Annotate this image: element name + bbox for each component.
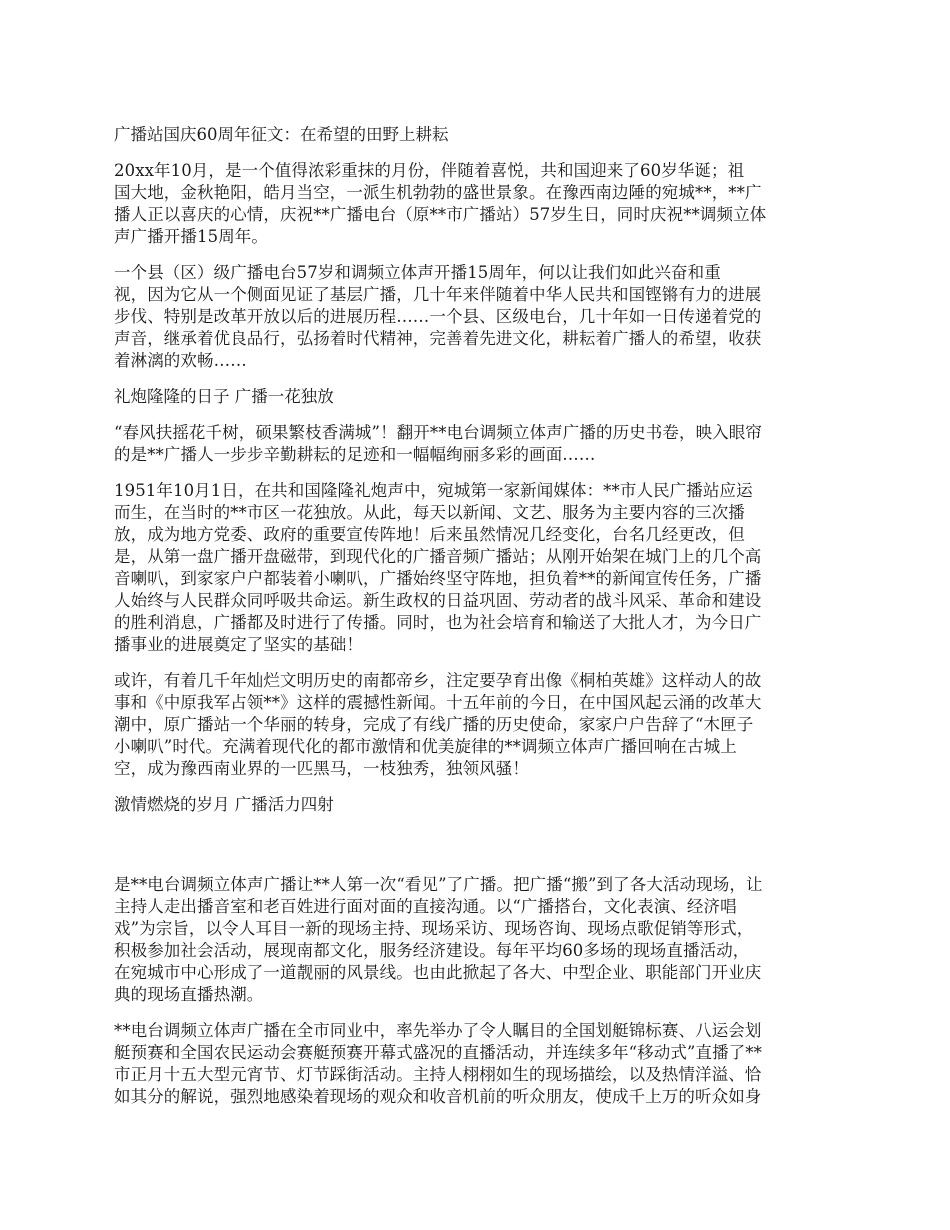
document-title: 广播站国庆60周年征文：在希望的田野上耕耘 xyxy=(114,125,449,144)
paragraph-line: 步伐、特别是改革开放以后的进展历程……一个县、区级电台，几十年如一日传递着党的 xyxy=(114,307,762,326)
paragraph-line: 着淋漓的欢畅…… xyxy=(114,351,247,370)
paragraph-line: 空，成为豫西南业界的一匹黑马，一枝独秀，独领风骚！ xyxy=(114,759,529,778)
paragraph-line: 或许，有着几千年灿烂文明历史的南都帝乡，注定要孕育出像《桐柏英雄》这样动人的故 xyxy=(114,671,762,690)
paragraph-line: 音喇叭，到家家户户都装着小喇叭，广播始终坚守阵地，担负着**的新闻宣传任务，广播 xyxy=(114,569,762,588)
paragraph-line: 典的现场直播热潮。 xyxy=(114,985,264,1004)
paragraph-line: 声广播开播15周年。 xyxy=(114,227,268,246)
paragraph-line: 播人正以喜庆的心情，庆祝**广播电台（原**市广播站）57岁生日，同时庆祝**调频立体 xyxy=(114,205,767,224)
paragraph-line: 视，因为它从一个侧面见证了基层广播，几十年来伴随着中华人民共和国铿锵有力的进展 xyxy=(114,285,762,304)
paragraph-4 xyxy=(114,480,840,656)
paragraph-line: 一个县（区）级广播电台57岁和调频立体声开播15周年，何以让我们如此兴奋和重 xyxy=(114,263,721,282)
paragraph-line: 积极参加社会活动，展现南都文化，服务经济建设。每年平均60多场的现场直播活动， xyxy=(114,941,750,960)
paragraph-1 xyxy=(114,160,840,248)
paragraph-line: 放，成为地方党委、政府的重要宣传阵地！后来虽然情况几经变化，台名几经更改，但 xyxy=(114,525,745,544)
paragraph-line: 的胜利消息，广播都及时进行了传播。同时，也为社会培育和输送了大批人才，为今日广 xyxy=(114,613,762,632)
paragraph-line: 是，从第一盘广播开盘磁带，到现代化的广播音频广播站；从刚开始架在城门上的几个高 xyxy=(114,547,762,566)
section-heading-2: 激情燃烧的岁月 广播活力四射 xyxy=(114,795,334,814)
blank-space xyxy=(114,830,840,874)
paragraph-line: “春风扶摇花千树，硕果繁枝香满城”！翻开**电台调频立体声广播的历史书卷，映入眼帘 xyxy=(114,423,762,442)
section-heading-1: 礼炮隆隆的日子 广播一花独放 xyxy=(114,387,334,406)
paragraph-3 xyxy=(114,422,840,466)
paragraph-line: 而生，在当时的**市区一花独放。从此，每天以新闻、文艺、服务为主要内容的三次播 xyxy=(114,503,745,522)
paragraph-line: 人始终与人民群众同呼吸共命运。新生政权的日益巩固、劳动者的战斗风采、革命和建设 xyxy=(114,591,762,610)
paragraph-line: 是**电台调频立体声广播让**人第一次“看见”了广播。把广播“搬”到了各大活动现场，让 xyxy=(114,875,763,894)
paragraph-line: 的是**广播人一步步辛勤耕耘的足迹和一幅幅绚丽多彩的画面…… xyxy=(114,445,596,464)
paragraph-line: 在宛城市中心形成了一道靓丽的风景线。也由此掀起了各大、中型企业、职能部门开业庆 xyxy=(114,963,762,982)
paragraph-6 xyxy=(114,874,840,1006)
document-body xyxy=(114,124,840,1122)
paragraph-2 xyxy=(114,262,840,372)
paragraph-line: 声音，继承着优良品行，弘扬着时代精神，完善着先进文化，耕耘着广播人的希望，收获 xyxy=(114,329,762,348)
paragraph-line: 戏”为宗旨，以令人耳目一新的现场主持、现场采访、现场咨询、现场点歌促销等形式， xyxy=(114,919,754,938)
paragraph-line: 艇预赛和全国农民运动会赛艇预赛开幕式盛况的直播活动，并连续多年“移动式”直播了** xyxy=(114,1043,762,1062)
paragraph-line: 播事业的进展奠定了坚实的基础！ xyxy=(114,635,363,654)
paragraph-line: 如其分的解说，强烈地感染着现场的观众和收音机前的听众朋友，使成千上万的听众如身 xyxy=(114,1087,762,1106)
paragraph-line: 潮中，原广播站一个华丽的转身，完成了有线广播的历史使命，家家户户告辞了“木匣子 xyxy=(114,715,754,734)
paragraph-line: 1951年10月1日，在共和国隆隆礼炮声中，宛城第一家新闻媒体：**市人民广播站应运 xyxy=(114,481,753,500)
paragraph-5 xyxy=(114,670,840,780)
paragraph-line: 20xx年10月，是一个值得浓彩重抹的月份，伴随着喜悦，共和国迎来了60岁华诞；祖 xyxy=(114,161,745,180)
paragraph-line: **电台调频立体声广播在全市同业中，率先举办了令人瞩目的全国划艇锦标赛、八运会划 xyxy=(114,1021,762,1040)
paragraph-line: 小喇叭”时代。充满着现代化的都市激情和优美旋律的**调频立体声广播回响在古城上 xyxy=(114,737,737,756)
paragraph-line: 市正月十五大型元宵节、灯节踩街活动。主持人栩栩如生的现场描绘，以及热情洋溢、恰 xyxy=(114,1065,762,1084)
paragraph-line: 国大地，金秋艳阳，皓月当空，一派生机勃勃的盛世景象。在豫西南边陲的宛城**，**广 xyxy=(114,183,762,202)
paragraph-line: 事和《中原我军占领**》这样的震撼性新闻。十五年前的今日，在中国风起云涌的改革大 xyxy=(114,693,762,712)
paragraph-7 xyxy=(114,1020,840,1108)
paragraph-line: 主持人走出播音室和老百姓进行面对面的直接沟通。以“广播搭台，文化表演、经济唱 xyxy=(114,897,737,916)
